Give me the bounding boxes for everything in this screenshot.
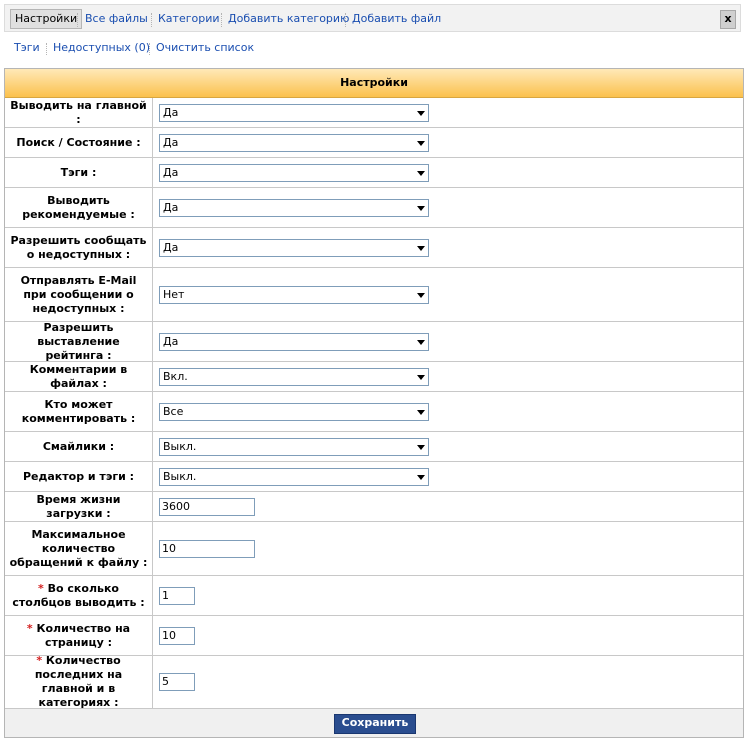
setting-row (5, 522, 743, 576)
form-footer (5, 709, 743, 737)
nav-tab-add-category[interactable]: Добавить категорию (228, 12, 350, 25)
setting-label: Смайлики : (5, 432, 153, 461)
setting-row (5, 268, 743, 322)
required-mark: * (26, 621, 33, 635)
setting-row (5, 432, 743, 462)
save-button[interactable]: Сохранить (334, 714, 416, 734)
select-value: Да (163, 241, 179, 254)
setting-select[interactable] (159, 164, 429, 182)
setting-row (5, 128, 743, 158)
chevron-down-icon (417, 141, 425, 146)
subnav-clear-list-link[interactable]: Очистить список (156, 41, 255, 54)
chevron-down-icon (417, 293, 425, 298)
select-value: Вкл. (163, 370, 188, 383)
nav-separator (151, 13, 154, 27)
setting-label: Редактор и тэги : (5, 462, 153, 491)
select-value: Да (163, 166, 179, 179)
setting-label: * Количество на страницу : (5, 616, 153, 655)
required-mark: * (38, 581, 44, 595)
setting-label: Выводить на главной : (5, 98, 153, 127)
setting-row (5, 616, 743, 656)
setting-select[interactable] (159, 134, 429, 152)
select-value: Выкл. (163, 470, 197, 483)
chevron-down-icon (417, 375, 425, 380)
setting-label: Поиск / Состояние : (5, 128, 153, 157)
setting-row (5, 228, 743, 268)
setting-label: Время жизни загрузки : (5, 492, 153, 521)
setting-row (5, 492, 743, 522)
chevron-down-icon (417, 445, 425, 450)
setting-label: Выводить рекомендуемые : (5, 188, 153, 227)
select-value: Да (163, 136, 179, 149)
select-value: Да (163, 335, 179, 348)
setting-select[interactable] (159, 104, 429, 122)
panel-title: Настройки (5, 69, 743, 98)
chevron-down-icon (417, 340, 425, 345)
nav-separator (345, 13, 348, 27)
nav-tab-all-files[interactable]: Все файлы (85, 12, 148, 25)
setting-label: Комментарии в файлах : (5, 362, 153, 391)
subnav-tags-link[interactable]: Тэги (14, 41, 40, 54)
setting-label: Разрешить сообщать о недоступных : (5, 228, 153, 267)
select-value: Да (163, 106, 179, 119)
select-value: Да (163, 201, 179, 214)
setting-label: Тэги : (5, 158, 153, 187)
setting-label: Отправлять E-Mail при сообщении о недоступных : (5, 268, 153, 321)
chevron-down-icon (417, 171, 425, 176)
setting-select[interactable] (159, 403, 429, 421)
subnav-separator (149, 43, 150, 55)
setting-row (5, 158, 743, 188)
chevron-down-icon (417, 206, 425, 211)
setting-label: * Количество последних на главной и в категориях : (5, 656, 153, 708)
max-requests-input[interactable]: 10 (159, 540, 255, 558)
required-mark: * (36, 654, 43, 667)
select-value: Нет (163, 288, 185, 301)
per-page-input[interactable]: 10 (159, 627, 195, 645)
nav-tab-categories[interactable]: Категории (158, 12, 220, 25)
latest-count-input[interactable]: 5 (159, 673, 195, 691)
setting-row (5, 462, 743, 492)
nav-tab-add-file[interactable]: Добавить файл (352, 12, 442, 25)
chevron-down-icon (417, 475, 425, 480)
setting-row (5, 362, 743, 392)
nav-separator (77, 13, 80, 27)
setting-row (5, 392, 743, 432)
lifetime-input[interactable]: 3600 (159, 498, 255, 516)
setting-row (5, 98, 743, 128)
subnav-separator (46, 43, 47, 55)
setting-select[interactable] (159, 199, 429, 217)
top-nav (4, 4, 741, 32)
chevron-down-icon (417, 410, 425, 415)
nav-tab-settings[interactable]: Настройки (10, 9, 82, 29)
setting-label: * Во сколько столбцов выводить : (5, 576, 153, 615)
nav-separator (221, 13, 224, 27)
setting-select[interactable] (159, 333, 429, 351)
select-value: Все (163, 405, 184, 418)
chevron-down-icon (417, 246, 425, 251)
setting-row (5, 188, 743, 228)
setting-select[interactable] (159, 468, 429, 486)
setting-label: Разрешить выставление рейтинга : (5, 322, 153, 361)
setting-label: Максимальное количество обращений к файлу : (5, 522, 153, 575)
setting-select[interactable] (159, 438, 429, 456)
subnav-unavailable-link[interactable]: Недоступных (0) (53, 41, 150, 54)
chevron-down-icon (417, 111, 425, 116)
setting-select[interactable] (159, 368, 429, 386)
setting-row (5, 656, 743, 709)
setting-row (5, 322, 743, 362)
setting-label: Кто может комментировать : (5, 392, 153, 431)
columns-input[interactable]: 1 (159, 587, 195, 605)
select-value: Выкл. (163, 440, 197, 453)
setting-row (5, 576, 743, 616)
close-button[interactable]: x (720, 10, 736, 29)
settings-panel (4, 68, 744, 738)
setting-select[interactable] (159, 239, 429, 257)
sub-nav (4, 34, 741, 60)
setting-select[interactable] (159, 286, 429, 304)
